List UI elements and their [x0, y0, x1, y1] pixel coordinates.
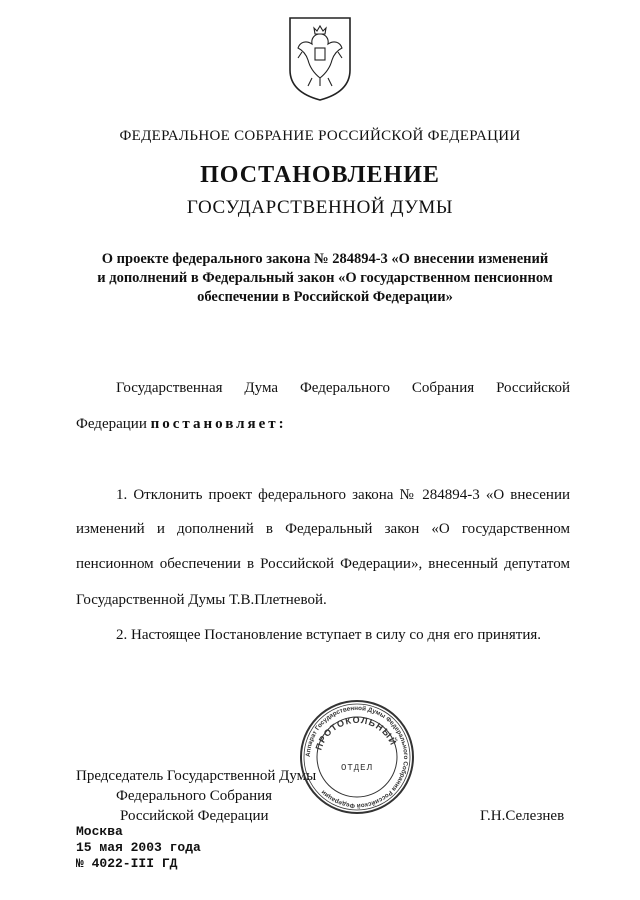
- subject-line: обеспечении в Российской Федерации»: [197, 289, 453, 305]
- item1-line: 1. Отклонить проект федерального закона № 284894-3 «О внесении: [116, 487, 570, 503]
- item2-paragraph: 2. Настоящее Постановление вступает в силу со дня его принятия.: [116, 627, 542, 643]
- subject-line: О проекте федерального закона № 284894-3 «О внесении изменений: [101, 251, 549, 267]
- resolution-verb: постановляет:: [150, 416, 287, 432]
- official-stamp: [298, 698, 416, 816]
- signer-title-line: Федерального Собрания: [116, 788, 273, 804]
- signer-name: Г.Н.Селезнев: [480, 808, 565, 824]
- stamp-inner-text: ПРОТОКОЛЬНЫЙ: [313, 714, 399, 752]
- organization-header: ФЕДЕРАЛЬНОЕ СОБРАНИЕ РОССИЙСКОЙ ФЕДЕРАЦИИ: [119, 128, 521, 144]
- russian-coat-of-arms-icon: [284, 12, 356, 104]
- item1-line: изменений и дополнений в Федеральный закон «О государственном: [76, 521, 570, 537]
- intro-line-2: [76, 416, 570, 433]
- stamp-ring-text: Аппарат Государственной Думы Федерального Собрания Российской Федерации: [304, 704, 410, 810]
- footer-number: № 4022-III ГД: [76, 856, 178, 871]
- item1-line: Государственной Думы Т.В.Плетневой.: [76, 592, 327, 608]
- intro-prefix: Федерации: [76, 416, 147, 432]
- intro-line: Государственная Дума Федерального Собрания Российской: [116, 380, 570, 396]
- subject-line: и дополнений в Федеральный закон «О государственном пенсионном: [97, 270, 553, 286]
- document-issuer-title: ГОСУДАРСТВЕННОЙ ДУМЫ: [186, 197, 454, 218]
- stamp-center-text: ОТДЕЛ: [340, 763, 374, 773]
- signer-title-line: Российской Федерации: [120, 808, 269, 824]
- footer-city: Москва: [76, 824, 123, 839]
- signer-title-line: Председатель Государственной Думы: [76, 768, 317, 784]
- footer-date: 15 мая 2003 года: [76, 840, 201, 855]
- document-subject: [80, 250, 570, 307]
- item1-line: пенсионном обеспечении в Российской Федерации», внесенный депутатом: [76, 556, 570, 572]
- document-type-title: ПОСТАНОВЛЕНИЕ: [200, 162, 440, 188]
